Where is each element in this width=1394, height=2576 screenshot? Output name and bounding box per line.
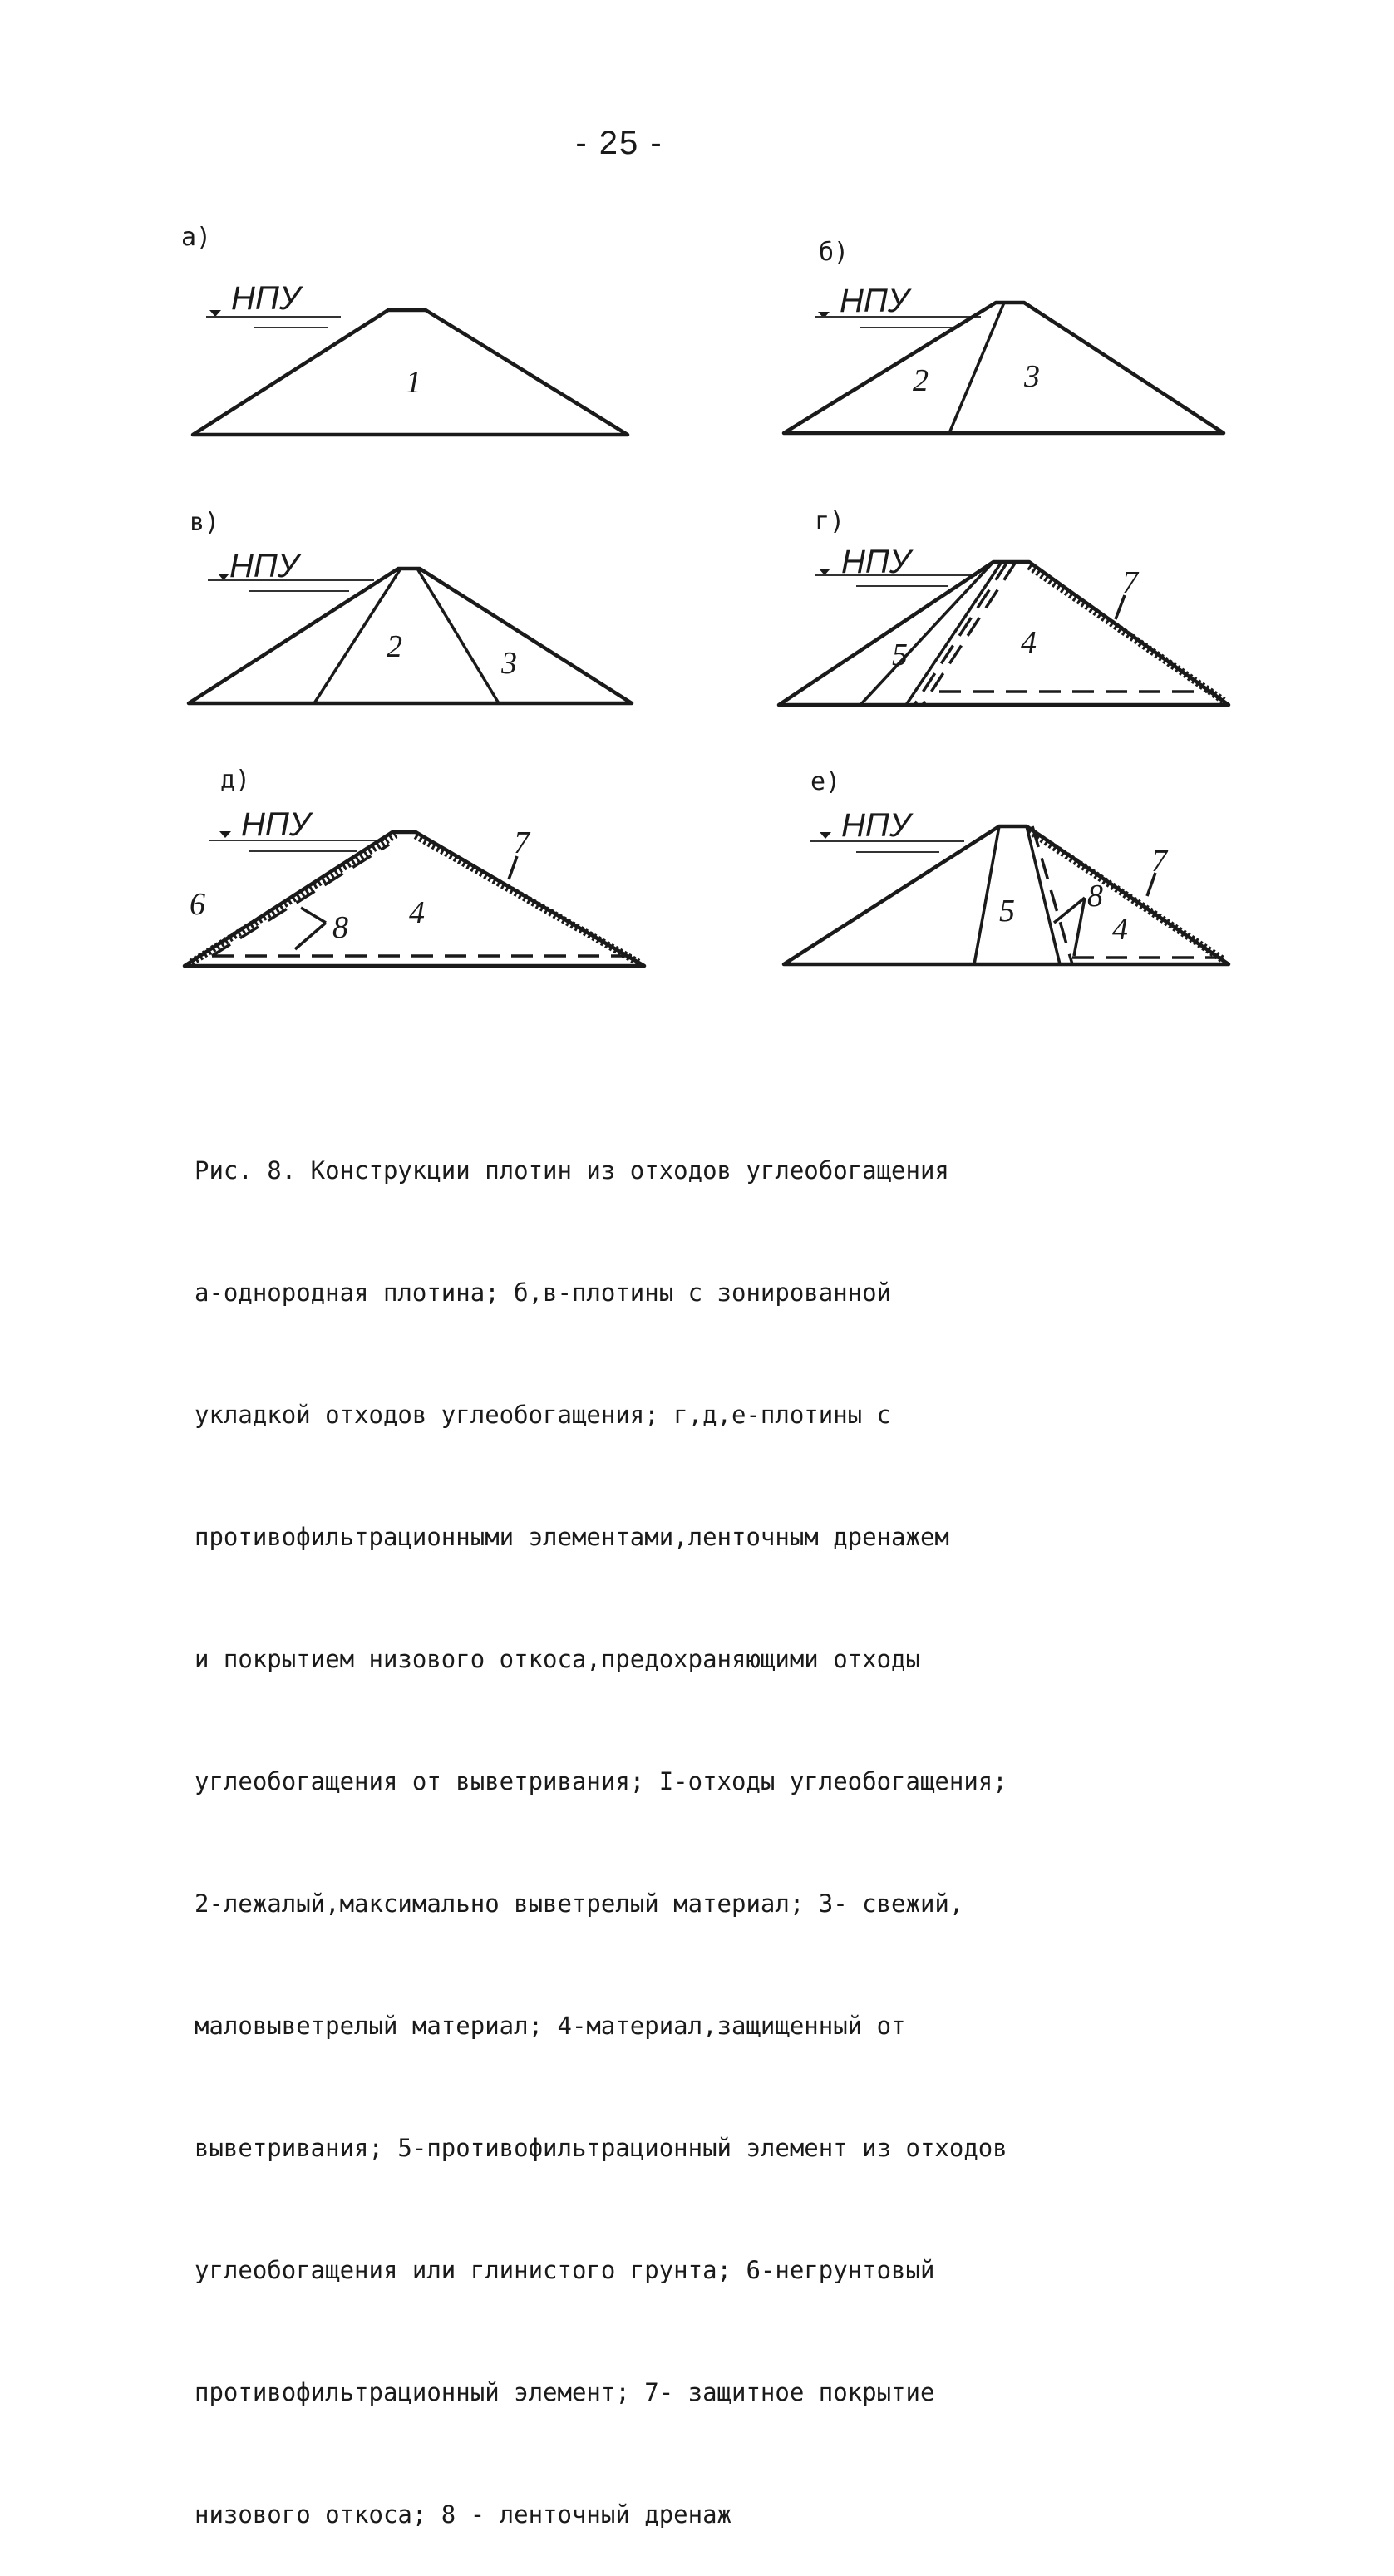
- water-level-marker-icon: [219, 831, 231, 838]
- zone-label: 2: [913, 363, 929, 398]
- zone-label: 8: [1087, 879, 1103, 914]
- zone-boundary-line: [949, 303, 1004, 433]
- panel-a-letter: а): [181, 223, 212, 252]
- zone-label: 5: [892, 638, 908, 672]
- caption-line: противофильтрационный элемент; 7- защитное покрытие: [195, 2378, 935, 2406]
- zone-label: 6: [190, 887, 205, 922]
- leader-line: [295, 923, 326, 949]
- water-level-marker-icon: [819, 569, 830, 575]
- water-level-marker-icon: [218, 574, 229, 580]
- drain-boundary-line: [923, 562, 1016, 705]
- zone-boundary-line: [906, 562, 1002, 705]
- caption-line: 2-лежалый,максимально выветрелый материал; 3- свежий,: [195, 1889, 964, 1918]
- impervious-element-line: [191, 835, 396, 963]
- zone-label: 4: [1112, 912, 1128, 947]
- page-number: - 25 -: [575, 125, 663, 161]
- caption-line: углеобогащения или глинистого грунта; 6-негрунтовый: [195, 2256, 935, 2284]
- zone-label: 4: [409, 895, 425, 930]
- drain-boundary-line: [1032, 826, 1072, 964]
- zone-label: 5: [999, 894, 1015, 928]
- zone-label: 7: [514, 825, 530, 860]
- npu-label: НПУ: [229, 548, 299, 584]
- zone-label: 1: [406, 365, 421, 400]
- caption-line: углеобогащения от выветривания; I-отходы углеобогащения;: [195, 1767, 1007, 1795]
- zone-boundary-line: [417, 569, 499, 703]
- dam-outline: [189, 569, 632, 703]
- zone-label: 3: [1024, 359, 1040, 394]
- panel-d-letter: д): [220, 766, 251, 795]
- leader-line: [301, 908, 326, 923]
- caption-line: и покрытием низового откоса,предохраняющими отходы: [195, 1645, 920, 1673]
- panel-g: [779, 507, 1229, 705]
- zone-label: 7: [1122, 565, 1138, 600]
- caption-line: выветривания; 5-противофильтрационный элемент из отходов: [195, 2134, 1007, 2162]
- water-level-marker-icon: [820, 832, 831, 839]
- npu-label: НПУ: [231, 280, 301, 317]
- caption-line: маловыветрелый материал; 4-материал,защищенный от: [195, 2012, 906, 2040]
- zone-label: 3: [501, 646, 517, 681]
- panel-e: [784, 767, 1229, 964]
- drain-boundary-line: [212, 845, 389, 956]
- panel-b: [784, 238, 1224, 433]
- panel-a: [181, 223, 628, 435]
- caption-line: низового откоса; 8 - ленточный дренаж: [195, 2500, 732, 2529]
- npu-label: НПУ: [840, 283, 909, 319]
- dam-outline: [779, 562, 1229, 705]
- water-level-marker-icon: [209, 310, 221, 317]
- zone-label: 8: [332, 910, 348, 945]
- zone-label: 4: [1021, 625, 1037, 660]
- zone-boundary-line: [974, 826, 999, 964]
- figure-caption: [195, 1069, 1192, 2576]
- npu-label: НПУ: [241, 806, 311, 843]
- caption-line: Рис. 8. Конструкции плотин из отходов углеобогащения: [195, 1156, 949, 1185]
- dam-outline: [784, 303, 1224, 433]
- panel-v-letter: в): [190, 508, 220, 537]
- npu-label: НПУ: [841, 544, 911, 580]
- caption-line: а-однородная плотина; б,в-плотины с зонированной: [195, 1278, 892, 1307]
- panel-e-letter: е): [810, 767, 841, 796]
- zone-label: 2: [387, 629, 402, 664]
- npu-label: НПУ: [841, 807, 911, 844]
- zone-label: 7: [1151, 844, 1167, 879]
- dam-construction-figure: [0, 0, 1394, 997]
- panel-v: [189, 508, 632, 703]
- panel-g-letter: г): [815, 507, 845, 536]
- caption-line: укладкой отходов углеобогащения; г,д,е-плотины с: [195, 1401, 892, 1429]
- panel-d: [185, 766, 644, 966]
- caption-line: противофильтрационными элементами,ленточным дренажем: [195, 1523, 949, 1551]
- panel-b-letter: б): [819, 238, 850, 267]
